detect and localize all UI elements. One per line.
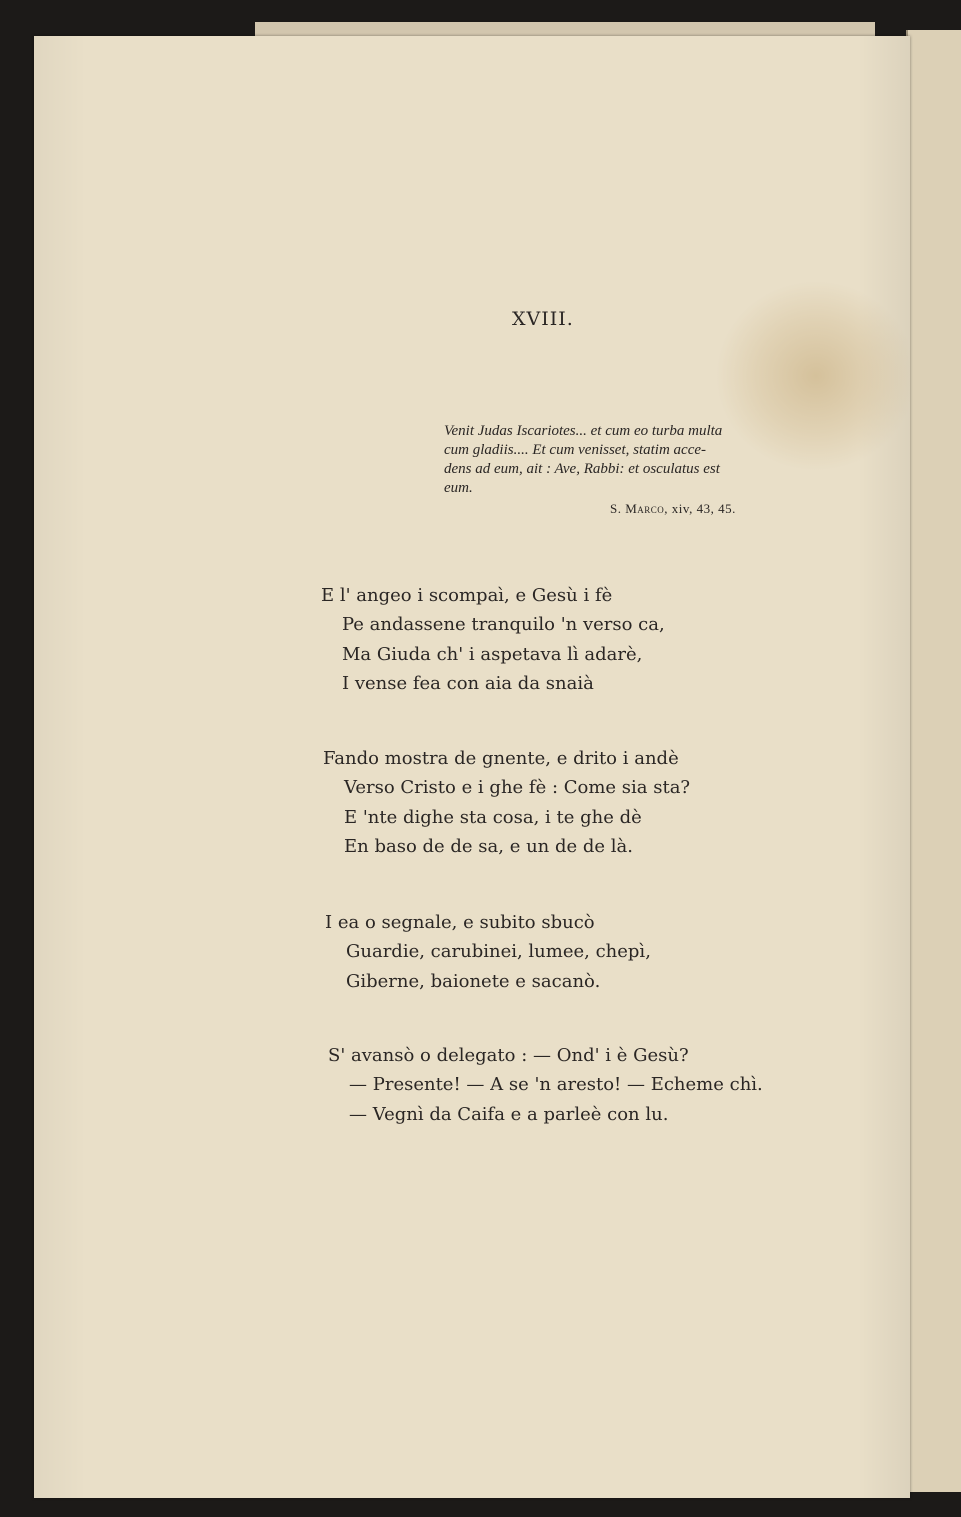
stanza-2-line-4: En baso de de sa, e un de de là. [344, 836, 633, 857]
source-name: S. Marco, [610, 501, 669, 516]
stanza-4-line-3: — Vegnì da Caifa e a parleè con lu. [349, 1104, 669, 1125]
source-reference: xiv, 43, 45. [671, 501, 736, 516]
stanza-3-line-1: I ea o segnale, e subito sbucò [325, 912, 595, 933]
stanza-2-line-1: Fando mostra de gnente, e drito i andè [323, 748, 679, 769]
stanza-4-line-2: — Presente! — A se 'n aresto! — Echeme chì. [349, 1074, 763, 1095]
epigraph-line: cum gladiis.... Et cum venisset, statim acce- [444, 442, 707, 458]
chapter-heading: XVIII. [512, 308, 574, 330]
stanza-2-line-2: Verso Cristo e i ghe fè : Come sia sta? [344, 777, 691, 798]
stanza-2-line-3: E 'nte dighe sta cosa, i te ghe dè [344, 807, 642, 828]
next-page-edge [906, 30, 961, 1492]
stanza-1-line-4: I vense fea con aia da snaià [342, 673, 594, 694]
epigraph-line: dens ad eum, ait : Ave, Rabbi: et osculatus est [444, 461, 720, 477]
stanza-3-line-3: Giberne, baionete e sacanò. [346, 971, 601, 992]
stanza-3-line-2: Guardie, carubinei, lumee, chepì, [346, 941, 651, 962]
epigraph-line: eum. [444, 480, 473, 496]
stanza-1-line-3: Ma Giuda ch' i aspetava lì adarè, [342, 644, 643, 665]
stanza-1-line-1: E l' angeo i scompaì, e Gesù i fè [321, 585, 613, 606]
stanza-1-line-2: Pe andassene tranquilo 'n verso ca, [342, 614, 665, 635]
epigraph-source [610, 501, 736, 517]
stanza-4-line-1: S' avansò o delegato : — Ond' i è Gesù? [328, 1045, 689, 1066]
epigraph [444, 422, 824, 498]
epigraph-line: Venit Judas Iscariotes... et cum eo turba multa [444, 423, 723, 439]
